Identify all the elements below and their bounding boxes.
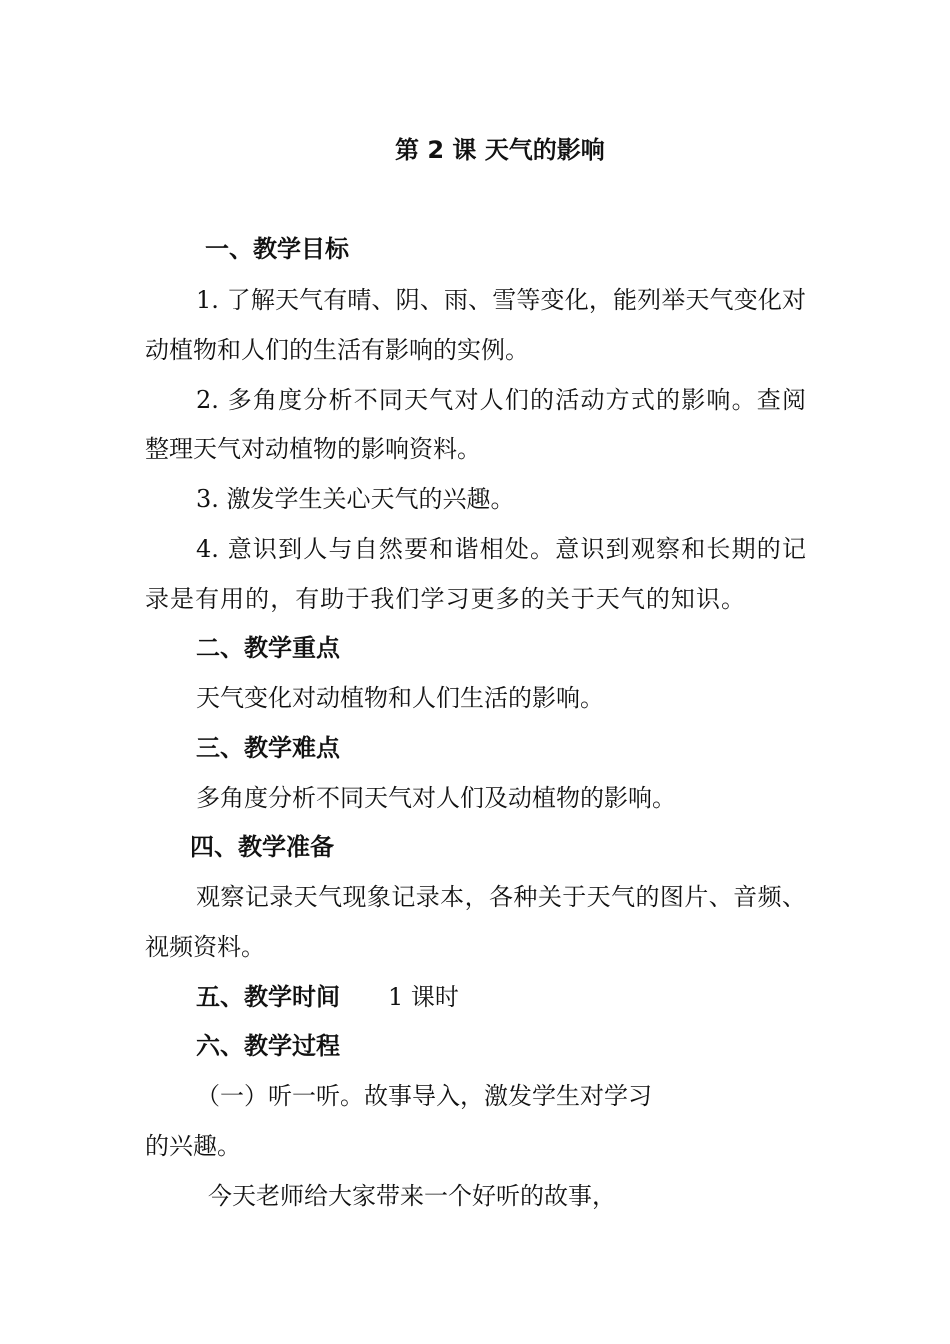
time-value: 1 课时 bbox=[388, 983, 459, 1011]
section-heading-preparation: 四、教学准备 bbox=[190, 833, 334, 861]
process-step-1-line-2: 的兴趣。 bbox=[145, 1132, 241, 1160]
section-heading-difficulties: 三、教学难点 bbox=[196, 734, 340, 762]
goal-1-line-1: 1. 了解天气有晴、阴、雨、雪等变化，能列举天气变化对 bbox=[196, 286, 806, 314]
goal-2-line-1: 2. 多角度分析不同天气对人们的活动方式的影响。查阅 bbox=[196, 386, 806, 414]
page-title: 第 2 课 天气的影响 bbox=[395, 136, 605, 164]
goal-3: 3. 激发学生关心天气的兴趣。 bbox=[196, 485, 515, 513]
preparation-line-2: 视频资料。 bbox=[145, 933, 265, 961]
section-heading-time: 五、教学时间 bbox=[196, 983, 340, 1011]
section-heading-process: 六、教学过程 bbox=[196, 1032, 340, 1060]
goal-4-line-1: 4. 意识到人与自然要和谐相处。意识到观察和长期的记 bbox=[196, 535, 806, 563]
section-heading-goals: 一、教学目标 bbox=[205, 235, 349, 263]
section-heading-key-points: 二、教学重点 bbox=[196, 634, 340, 662]
difficulty-text: 多角度分析不同天气对人们及动植物的影响。 bbox=[196, 784, 676, 812]
process-step-1-line-1: （一）听一听。故事导入，激发学生对学习 bbox=[196, 1082, 652, 1110]
preparation-line-1: 观察记录天气现象记录本，各种关于天气的图片、音频、 bbox=[196, 883, 806, 911]
goal-1-line-2: 动植物和人们的生活有影响的实例。 bbox=[145, 336, 529, 364]
goal-4-line-2: 录是有用的，有助于我们学习更多的关于天气的知识。 bbox=[145, 585, 745, 613]
process-paragraph: 今天老师给大家带来一个好听的故事， bbox=[208, 1182, 616, 1210]
key-point-text: 天气变化对动植物和人们生活的影响。 bbox=[196, 684, 604, 712]
goal-2-line-2: 整理天气对动植物的影响资料。 bbox=[145, 435, 481, 463]
